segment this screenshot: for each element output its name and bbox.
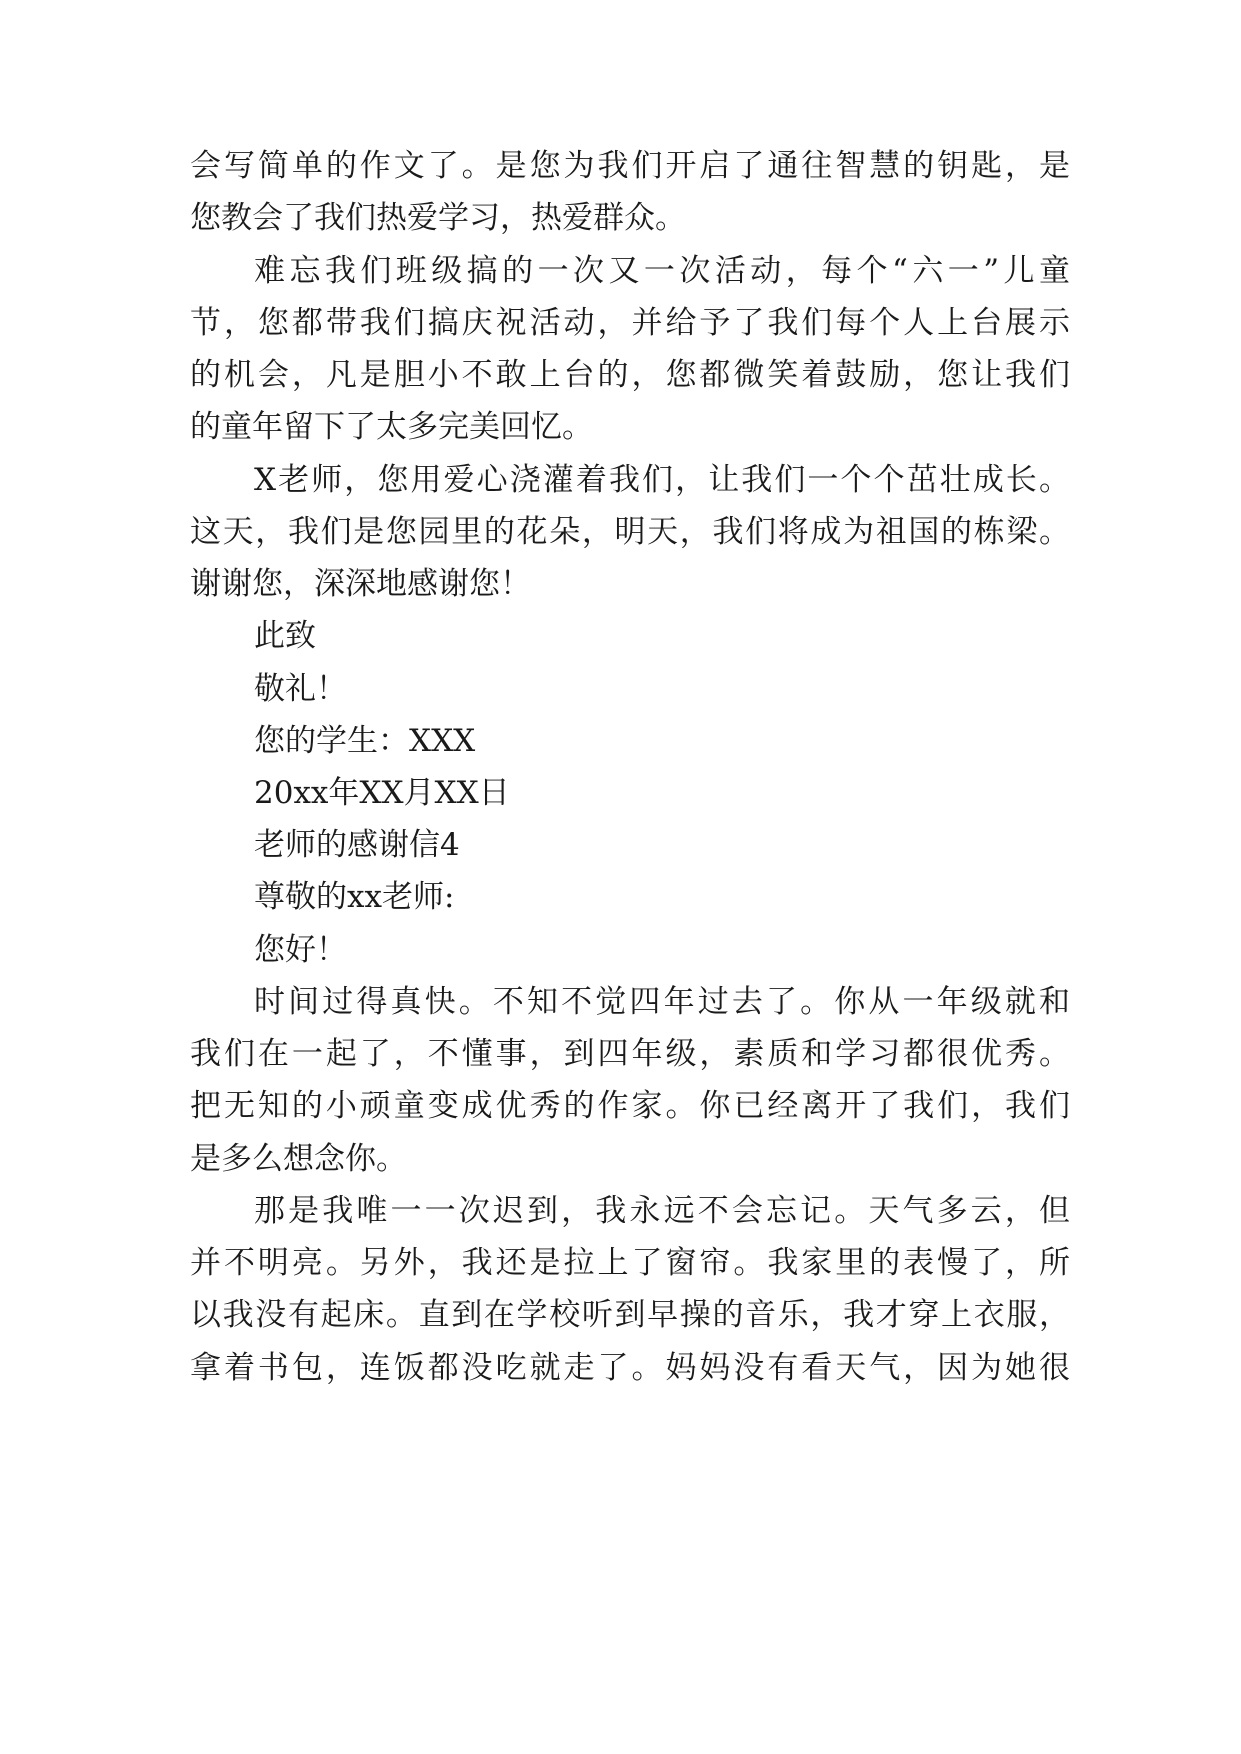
greeting: 您好！ xyxy=(254,932,347,968)
text-line: 是多么想念你。 xyxy=(190,1141,407,1177)
text-line: 的机会，凡是胆小不敢上台的，您都微笑着鼓励，您让我们 xyxy=(190,357,1070,393)
text-line: 以我没有起床。直到在学校听到早操的音乐，我才穿上衣服， xyxy=(190,1297,1070,1333)
text-line: 会写简单的作文了。是您为我们开启了通往智慧的钥匙，是 xyxy=(190,148,1070,184)
closing-salutation: 此致 xyxy=(254,618,316,654)
text-line: 这天，我们是您园里的花朵，明天，我们将成为祖国的栋梁。 xyxy=(190,514,1070,550)
greeting-recipient: 尊敬的xx老师: xyxy=(254,879,455,915)
text-line: 谢谢您，深深地感谢您！ xyxy=(190,566,531,602)
date: 20xx年XX月XX日 xyxy=(254,775,510,811)
text-line: 拿着书包，连饭都没吃就走了。妈妈没有看天气，因为她很 xyxy=(190,1350,1070,1386)
text-line: 我们在一起了，不懂事，到四年级，素质和学习都很优秀。 xyxy=(190,1036,1070,1072)
section-title: 老师的感谢信4 xyxy=(254,827,460,863)
text-line: 节，您都带我们搞庆祝活动，并给予了我们每个人上台展示 xyxy=(190,305,1070,341)
text-line: 并不明亮。另外，我还是拉上了窗帘。我家里的表慢了，所 xyxy=(190,1245,1070,1281)
paragraph-first-line: X老师，您用爱心浇灌着我们，让我们一个个茁壮成长。 xyxy=(254,462,1070,498)
paragraph-first-line: 难忘我们班级搞的一次又一次活动，每个“六一”儿童 xyxy=(254,253,1070,289)
text-line: 的童年留下了太多完美回忆。 xyxy=(190,409,593,445)
closing-regards: 敬礼！ xyxy=(254,671,347,707)
paragraph-first-line: 那是我唯一一次迟到，我永远不会忘记。天气多云，但 xyxy=(254,1193,1070,1229)
text-line: 您教会了我们热爱学习，热爱群众。 xyxy=(190,200,686,236)
text-line: 把无知的小顽童变成优秀的作家。你已经离开了我们，我们 xyxy=(190,1088,1070,1124)
paragraph-first-line: 时间过得真快。不知不觉四年过去了。你从一年级就和 xyxy=(254,984,1070,1020)
signature: 您的学生：XXX xyxy=(254,723,476,759)
